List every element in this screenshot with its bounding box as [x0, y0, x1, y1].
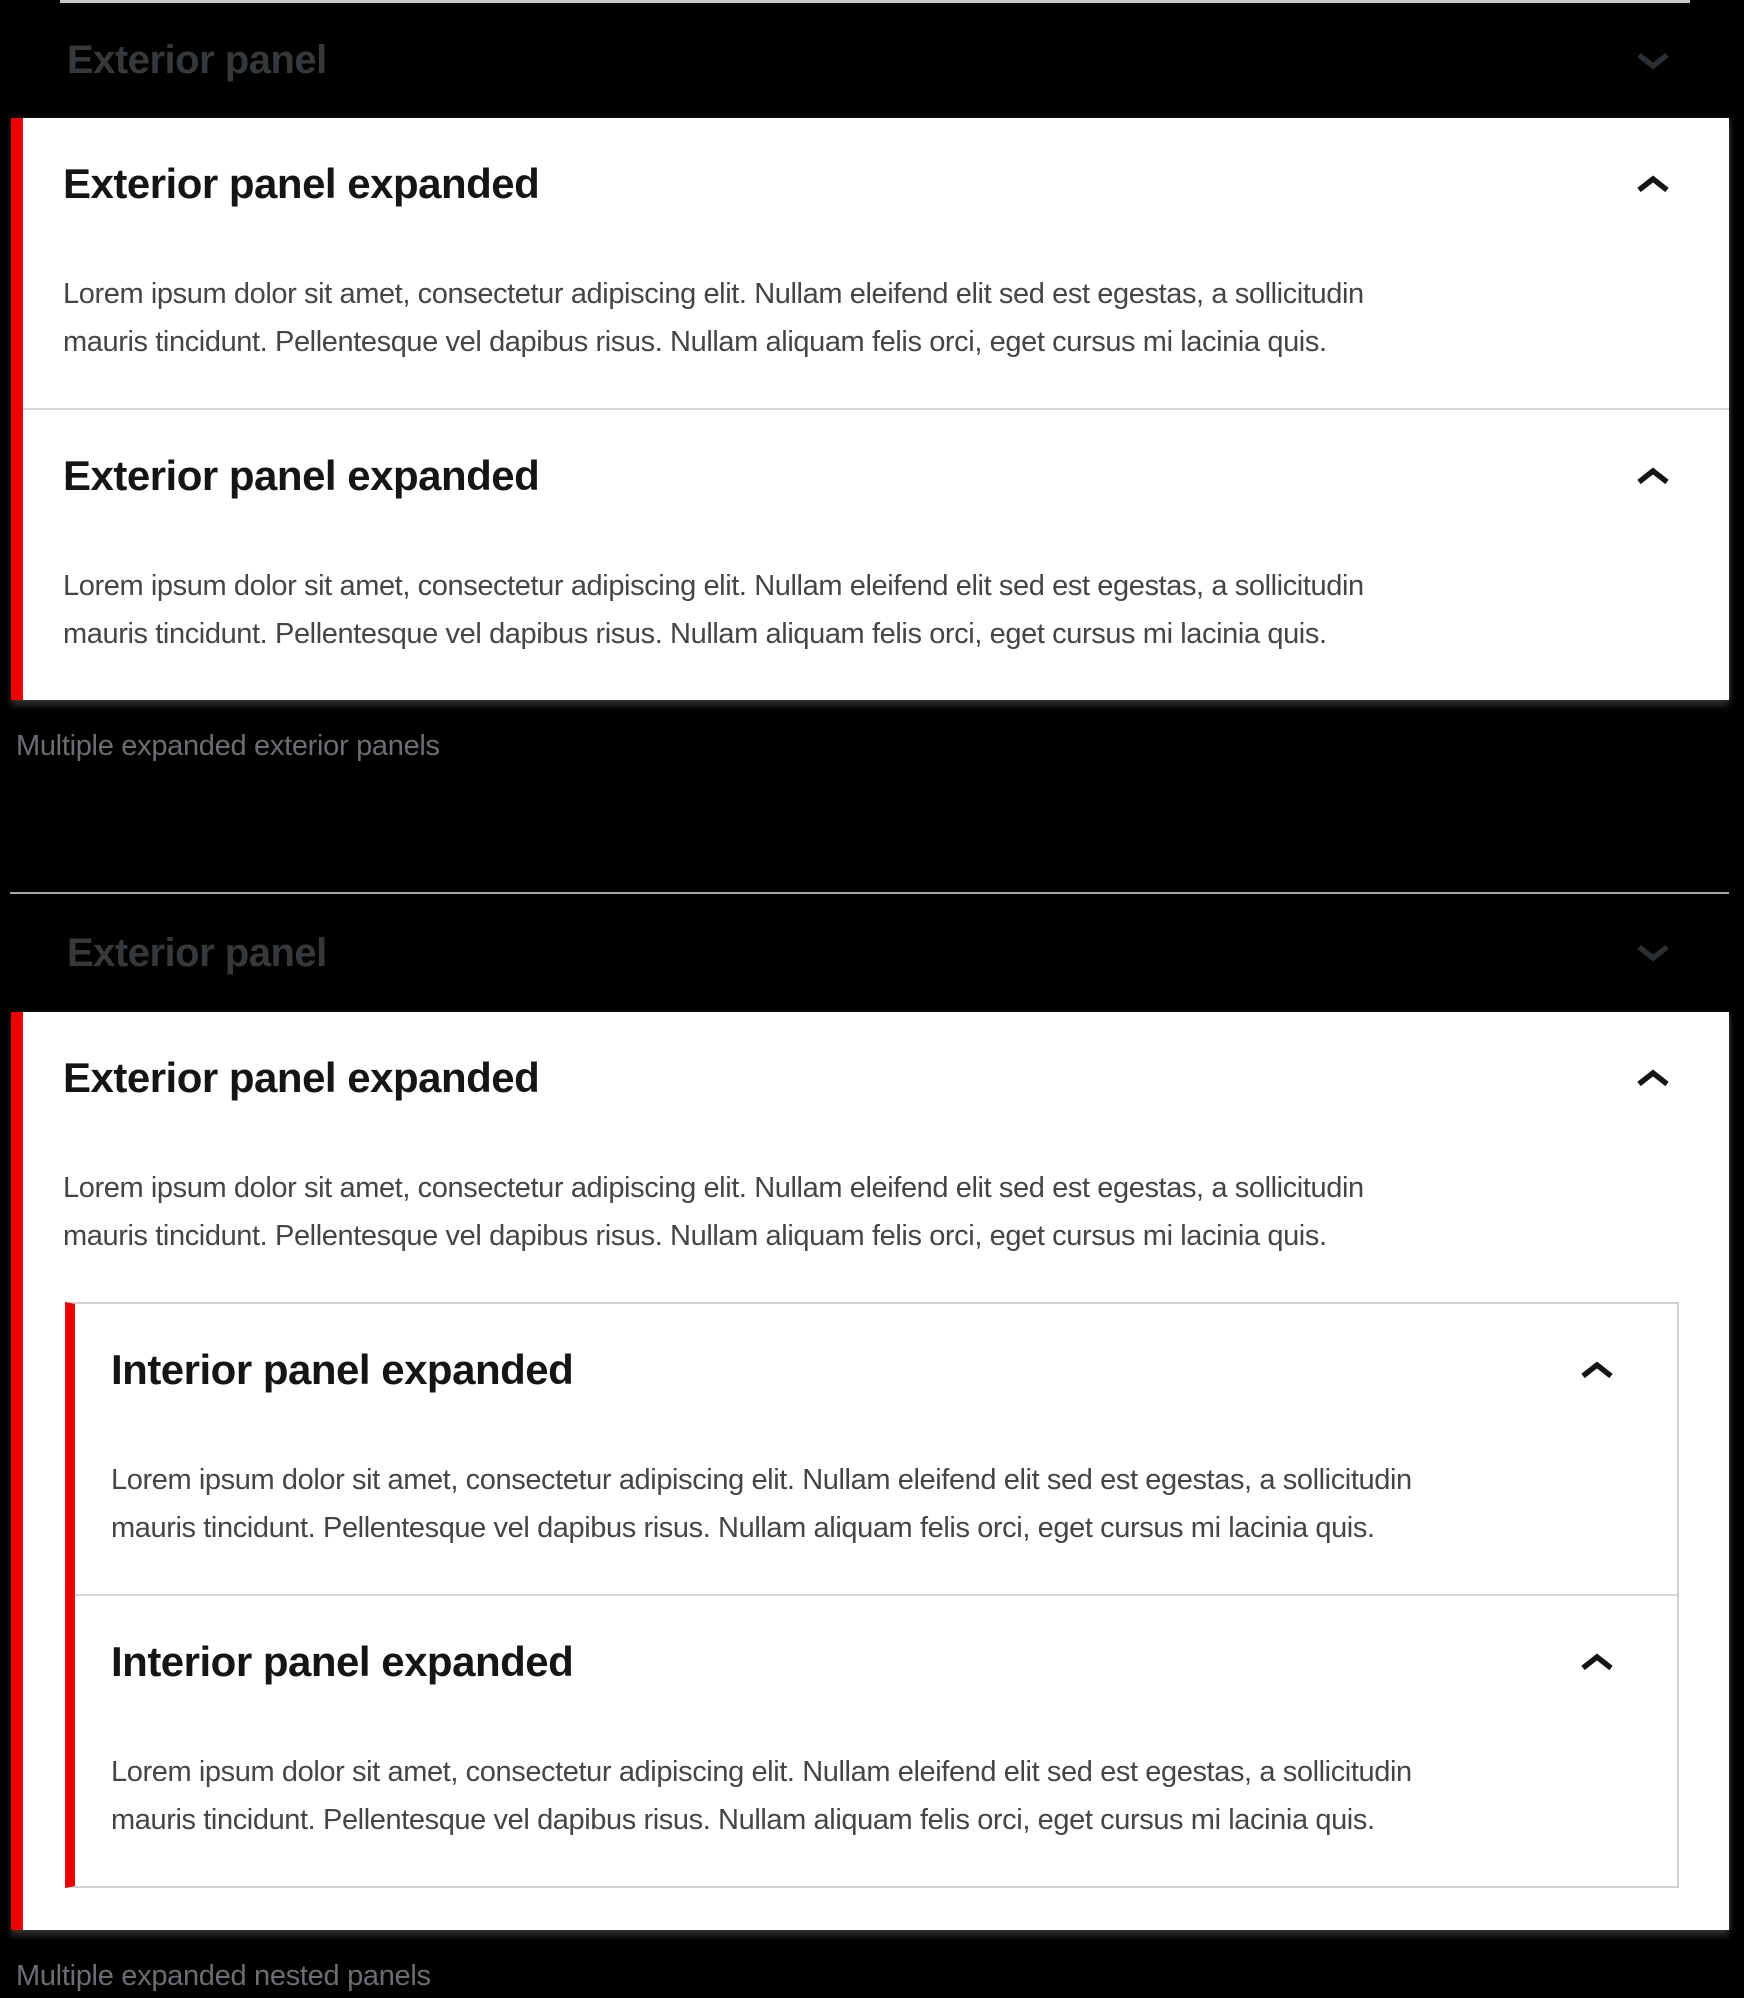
exterior-panel-collapsed-header-1[interactable]: [0, 3, 1744, 118]
body-line: mauris tincidunt. Pellentesque vel dapibus risus. Nullam aliquam felis orci, eget cursus mi lacinia quis.: [63, 326, 1327, 358]
body-line: Lorem ipsum dolor sit amet, consectetur adipiscing elit. Nullam eleifend elit sed est egestas, a sollicitudin: [111, 1756, 1412, 1788]
interior-panel-toggle[interactable]: [111, 1638, 1623, 1686]
interior-panel-card: [65, 1302, 1679, 1888]
body-line: mauris tincidunt. Pellentesque vel dapibus risus. Nullam aliquam felis orci, eget cursus mi lacinia quis.: [63, 1220, 1327, 1252]
chevron-down-icon[interactable]: [1636, 941, 1670, 965]
panel-body-text: [63, 1164, 1679, 1260]
expanded-panel-outer: [23, 1012, 1729, 1930]
exterior-panel-collapsed-header-2[interactable]: [0, 894, 1744, 1012]
panel-body-text: [63, 562, 1670, 658]
chevron-up-icon[interactable]: [1636, 172, 1670, 196]
expanded-panel-toggle[interactable]: [63, 160, 1670, 208]
chevron-up-icon[interactable]: [1580, 1358, 1614, 1382]
interior-panel-title: Interior panel expanded: [111, 1638, 574, 1685]
interior-panel-toggle[interactable]: [111, 1346, 1623, 1394]
interior-expanded-panel-2: [75, 1596, 1677, 1886]
panel-body-text: [111, 1456, 1623, 1552]
expanded-panel-title: Exterior panel expanded: [63, 1054, 540, 1101]
chevron-up-icon[interactable]: [1580, 1650, 1614, 1674]
body-line: Lorem ipsum dolor sit amet, consectetur adipiscing elit. Nullam eleifend elit sed est egestas, a sollicitudin: [111, 1464, 1412, 1496]
exterior-panel-card-2: [11, 1012, 1729, 1930]
interior-expanded-panel-1: [75, 1304, 1677, 1594]
body-line: mauris tincidunt. Pellentesque vel dapibus risus. Nullam aliquam felis orci, eget cursus mi lacinia quis.: [63, 618, 1327, 650]
expanded-panel-toggle[interactable]: [63, 1054, 1679, 1102]
expanded-panel-1: [23, 118, 1729, 408]
chevron-up-icon[interactable]: [1636, 1066, 1670, 1090]
exterior-panel-card-1: [11, 118, 1729, 700]
chevron-up-icon[interactable]: [1636, 464, 1670, 488]
body-line: Lorem ipsum dolor sit amet, consectetur adipiscing elit. Nullam eleifend elit sed est egestas, a sollicitudin: [63, 278, 1364, 310]
body-line: Lorem ipsum dolor sit amet, consectetur adipiscing elit. Nullam eleifend elit sed est egestas, a sollicitudin: [63, 1172, 1364, 1204]
panel-body-text: [63, 270, 1670, 366]
body-line: Lorem ipsum dolor sit amet, consectetur adipiscing elit. Nullam eleifend elit sed est egestas, a sollicitudin: [63, 570, 1364, 602]
expanded-panel-2: [23, 410, 1729, 700]
interior-panel-title: Interior panel expanded: [111, 1346, 574, 1393]
expanded-panel-title: Exterior panel expanded: [63, 452, 540, 499]
collapsed-panel-title: Exterior panel: [67, 38, 327, 82]
expanded-panel-toggle[interactable]: [63, 452, 1670, 500]
body-line: mauris tincidunt. Pellentesque vel dapibus risus. Nullam aliquam felis orci, eget cursus mi lacinia quis.: [111, 1804, 1375, 1836]
body-line: mauris tincidunt. Pellentesque vel dapibus risus. Nullam aliquam felis orci, eget cursus mi lacinia quis.: [111, 1512, 1375, 1544]
expanded-panel-title: Exterior panel expanded: [63, 160, 540, 207]
collapsed-panel-title: Exterior panel: [67, 930, 327, 975]
chevron-down-icon[interactable]: [1636, 49, 1670, 73]
panel-body-text: [111, 1748, 1623, 1844]
example-caption: Multiple expanded exterior panels: [16, 730, 440, 762]
example-caption: Multiple expanded nested panels: [16, 1960, 431, 1992]
